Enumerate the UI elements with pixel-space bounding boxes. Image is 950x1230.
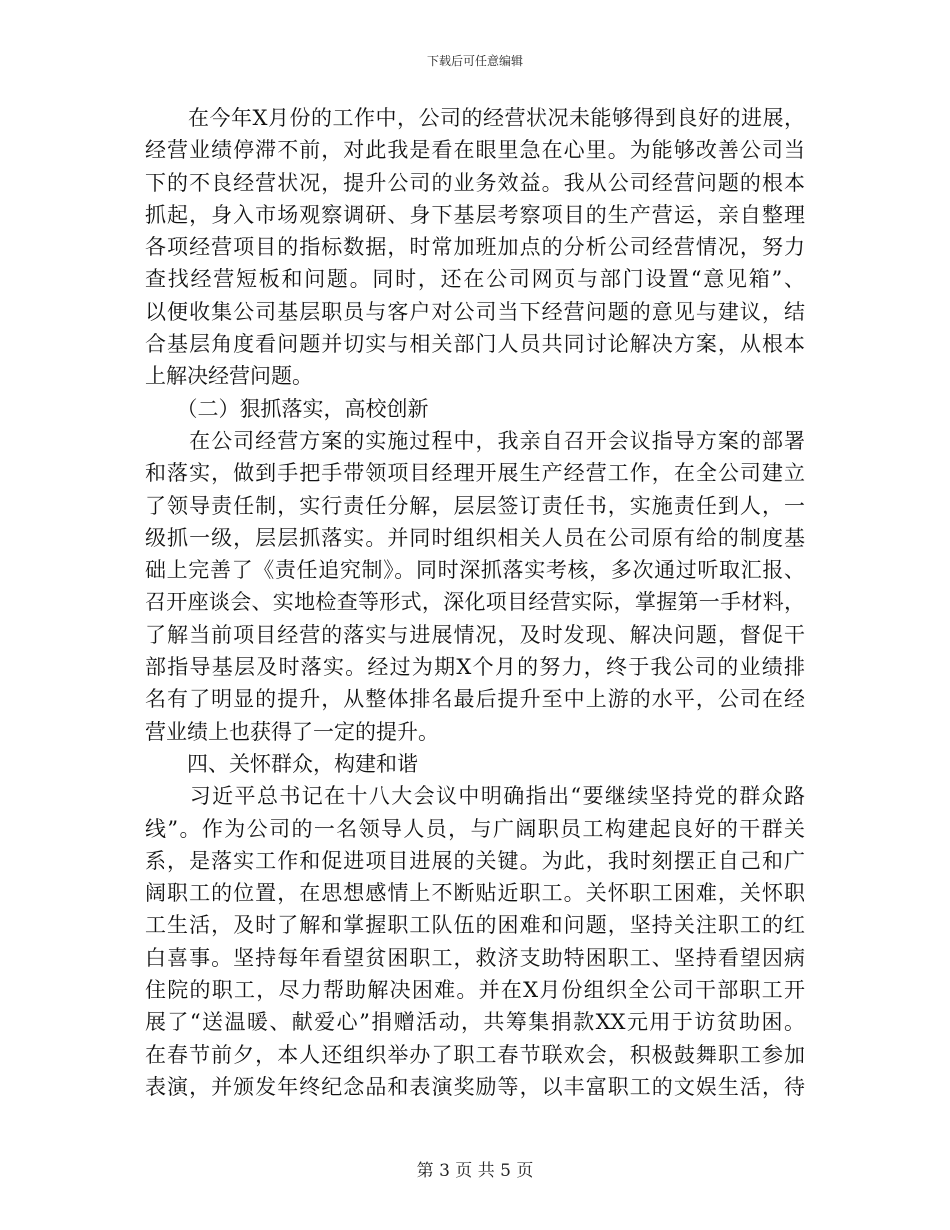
text-line: 上解决经营问题。 bbox=[145, 364, 313, 389]
text-line: 住院的职工，尽力帮助解决困难。并在X月份组织全公司干部职工开 bbox=[145, 978, 805, 1003]
text-line: 各项经营项目的指标数据，时常加班加点的分析公司经营情况，努力 bbox=[145, 235, 805, 260]
text-line: 了解当前项目经营的落实与进展情况，及时发现、解决问题，督促干 bbox=[145, 622, 805, 647]
text-line: 级抓一级，层层抓落实。并同时组织相关人员在公司原有给的制度基 bbox=[145, 525, 805, 550]
text-line: （二）狠抓落实，高校创新 bbox=[145, 396, 429, 421]
text-line: 工生活，及时了解和掌握职工队伍的困难和问题，坚持关注职工的红 bbox=[145, 913, 805, 938]
text-line: 查找经营短板和问题。同时，还在公司网页与部门设置“意见箱”、 bbox=[145, 267, 805, 292]
text-line: 名有了明显的提升，从整体排名最后提升至中上游的水平，公司在经 bbox=[145, 687, 805, 712]
text-line: 召开座谈会、实地检查等形式，深化项目经营实际，掌握第一手材料， bbox=[145, 590, 805, 615]
text-line: 四、关怀群众，构建和谐 bbox=[145, 751, 418, 776]
text-line: 白喜事。坚持每年看望贫困职工，救济支助特困职工、坚持看望因病 bbox=[145, 945, 805, 970]
text-line: 部指导基层及时落实。经过为期X个月的努力，终于我公司的业绩排 bbox=[145, 655, 805, 680]
page-footer: 第 3 页 共 5 页 bbox=[416, 1161, 534, 1181]
document-body bbox=[145, 102, 805, 1103]
text-line: 阔职工的位置，在思想感情上不断贴近职工。关怀职工困难，关怀职 bbox=[145, 881, 805, 906]
text-line: 和落实，做到手把手带领项目经理开展生产经营工作，在全公司建立 bbox=[145, 461, 805, 486]
text-line: 线”。作为公司的一名领导人员，与广阔职员工构建起良好的干群关 bbox=[145, 816, 805, 841]
text-line: 在今年X月份的工作中，公司的经营状况未能够得到良好的进展， bbox=[145, 106, 805, 130]
text-line: 在春节前夕，本人还组织举办了职工春节联欢会，积极鼓舞职工参加 bbox=[145, 1042, 805, 1067]
text-line: 表演，并颁发年终纪念品和表演奖励等，以丰富职工的文娱生活，待 bbox=[145, 1074, 805, 1099]
text-line: 了领导责任制，实行责任分解，层层签订责任书，实施责任到人，一 bbox=[145, 493, 805, 518]
text-line: 展了“送温暖、献爱心”捐赠活动，共筹集捐款XX元用于访贫助困。 bbox=[145, 1010, 805, 1035]
text-line: 在公司经营方案的实施过程中，我亲自召开会议指导方案的部署 bbox=[145, 428, 805, 453]
text-line: 合基层角度看问题并切实与相关部门人员共同讨论解决方案，从根本 bbox=[145, 332, 805, 357]
text-line: 习近平总书记在十八大会议中明确指出“要继续坚持党的群众路 bbox=[145, 784, 805, 809]
text-line: 以便收集公司基层职员与客户对公司当下经营问题的意见与建议，结 bbox=[145, 299, 805, 324]
text-line: 系，是落实工作和促进项目进展的关键。为此，我时刻摆正自己和广 bbox=[145, 848, 805, 873]
text-line: 下的不良经营状况，提升公司的业务效益。我从公司经营问题的根本 bbox=[145, 170, 805, 195]
text-line: 础上完善了《责任追究制》。同时深抓落实考核，多次通过听取汇报、 bbox=[145, 558, 805, 583]
text-line: 营业绩上也获得了一定的提升。 bbox=[145, 719, 439, 744]
page-header: 下载后可任意编辑 bbox=[426, 54, 523, 68]
text-line: 抓起，身入市场观察调研、身下基层考察项目的生产营运，亲自整理 bbox=[145, 202, 805, 227]
text-line: 经营业绩停滞不前，对此我是看在眼里急在心里。为能够改善公司当 bbox=[145, 138, 805, 163]
